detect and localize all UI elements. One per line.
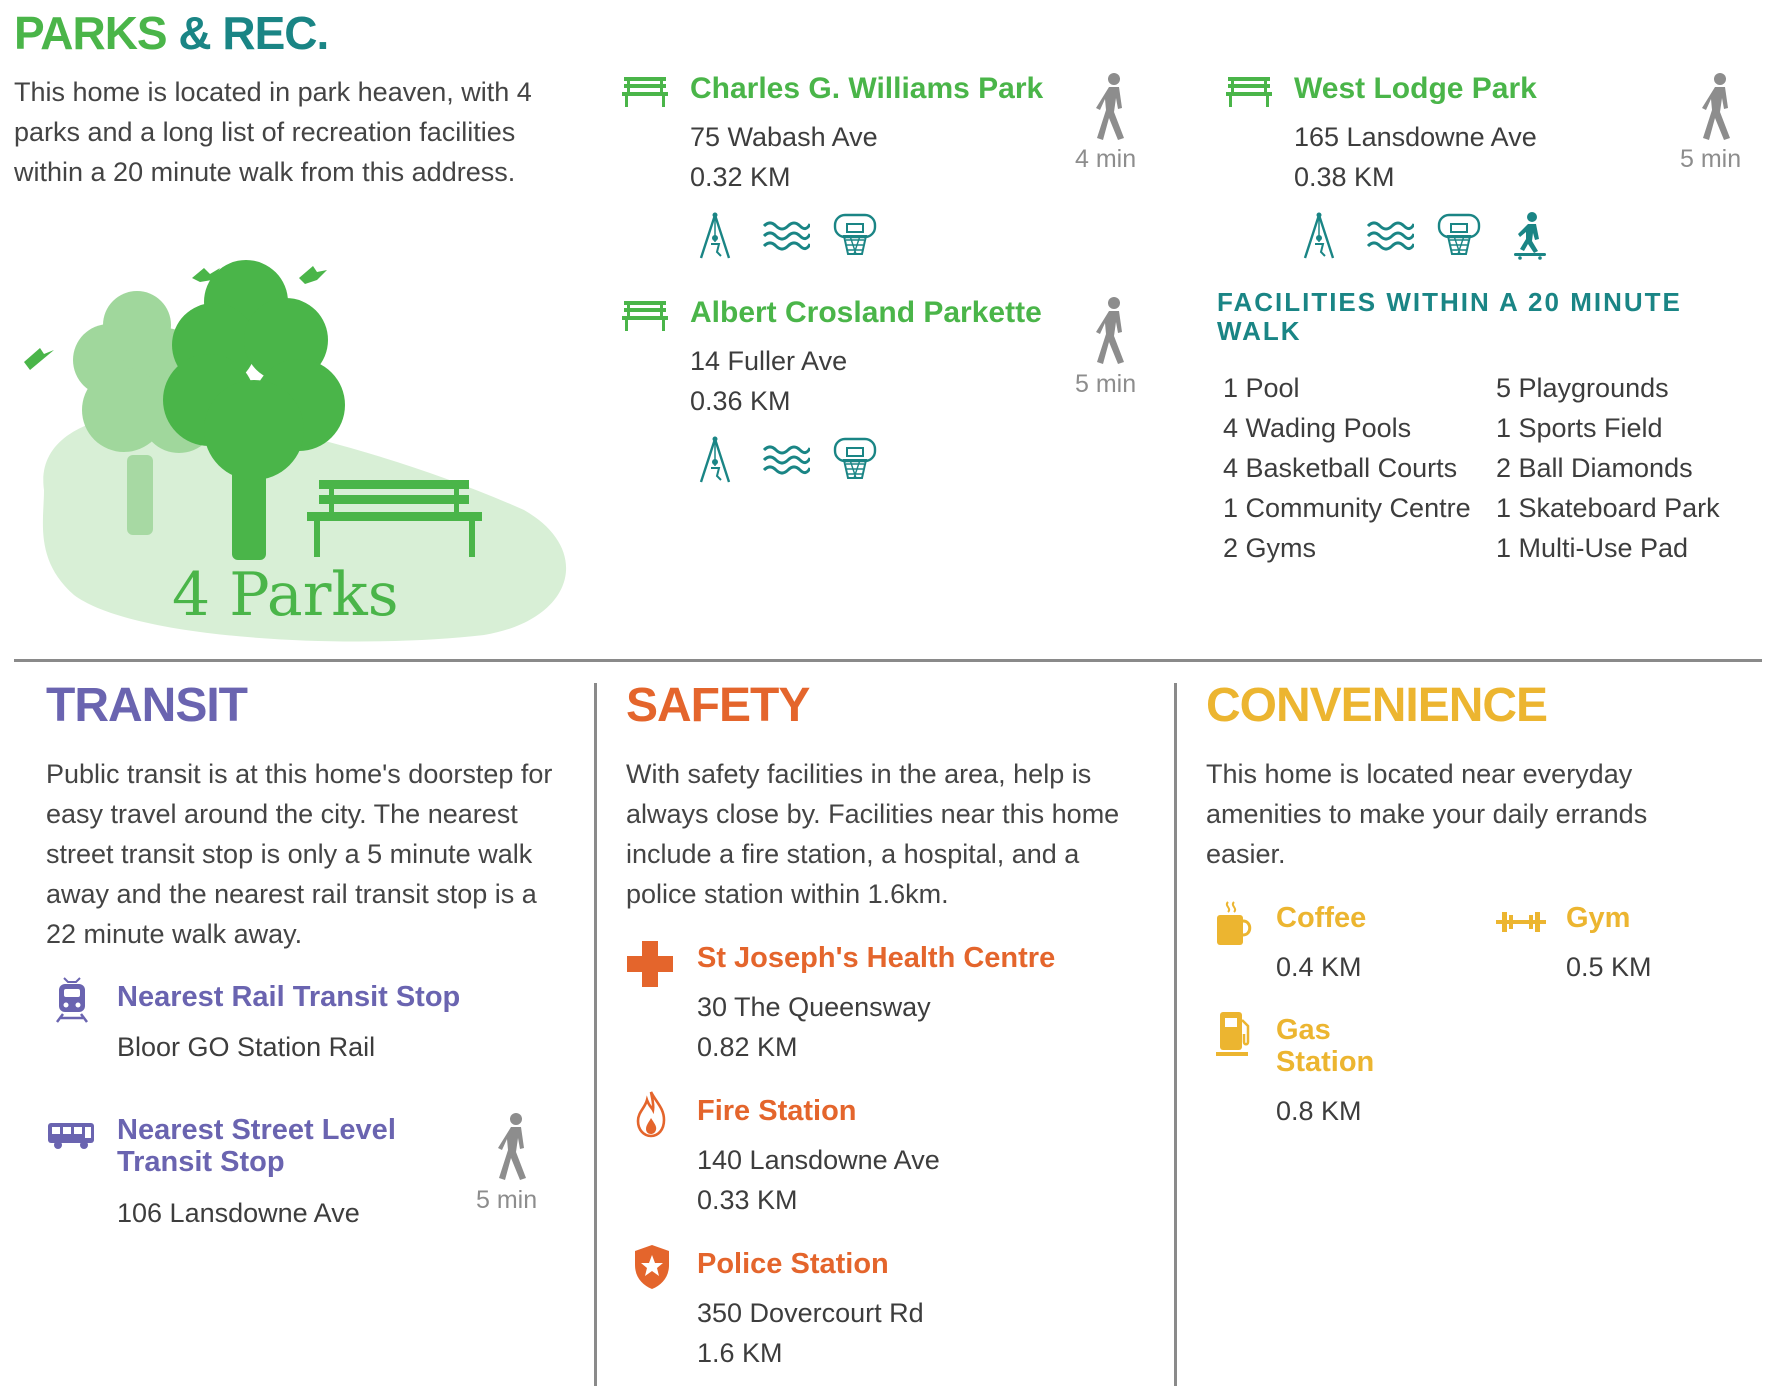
rail-stop-title: Nearest Rail Transit Stop: [117, 981, 461, 1013]
walking-person-icon: [490, 1112, 536, 1182]
hospital-cross-icon: [626, 940, 674, 988]
park-distance: 0.36 KM: [690, 386, 791, 416]
facilities-title: FACILITIES WITHIN A 20 MINUTE WALK: [1217, 287, 1682, 346]
bench-icon: [1226, 76, 1272, 108]
park-name: Charles G. Williams Park: [690, 72, 1044, 105]
bird: [299, 266, 327, 284]
basketball-icon: [832, 436, 878, 482]
facilities-list-left: [1223, 368, 1471, 568]
coffee-label: Coffee: [1276, 902, 1367, 934]
basketball-icon: [832, 212, 878, 258]
safety-text: With safety facilities in the area, help is always close by. Facilities near this home include a fire station, a hospital, and a police station within 1.6km.: [626, 759, 1120, 909]
facility-item: 1 Sports Field: [1496, 413, 1663, 443]
park-illustration: [14, 240, 574, 660]
facility-item: 1 Community Centre: [1223, 493, 1471, 523]
safety-item-distance: 1.6 KM: [697, 1338, 783, 1368]
gas-label-line: Gas: [1276, 1014, 1331, 1046]
parks-intro: This home is located in park heaven, with 4 parks and a long list of recreation facilities within a 20 minute walk from this address.: [14, 77, 532, 187]
wading-pool-icon: [762, 218, 810, 254]
convenience-text: This home is located near everyday amenities to make your daily errands easier.: [1206, 759, 1648, 869]
transit-title: TRANSIT: [46, 679, 247, 732]
safety-item-name: Police Station: [697, 1248, 889, 1280]
facility-item: 1 Multi-Use Pad: [1496, 533, 1689, 563]
safety-item-address: 140 Lansdowne Ave: [697, 1145, 940, 1175]
safety-item-distance: 0.33 KM: [697, 1185, 798, 1215]
rec-title-word: & REC.: [178, 7, 329, 59]
facility-item: 4 Basketball Courts: [1223, 453, 1458, 483]
gas-label: [1276, 1014, 1374, 1078]
rail-stop-name: Bloor GO Station Rail: [117, 1032, 376, 1062]
small-tree-trunk: [127, 455, 153, 535]
playground-icon: [697, 212, 733, 260]
horizontal-divider: [14, 659, 1762, 662]
park-name: West Lodge Park: [1294, 72, 1537, 105]
park-distance: 0.38 KM: [1294, 162, 1395, 192]
bench-icon: [622, 76, 668, 108]
facility-item: 4 Wading Pools: [1223, 413, 1412, 443]
walk-time: 5 min: [1680, 145, 1742, 173]
park-distance: 0.32 KM: [690, 162, 791, 192]
walk-time: 5 min: [476, 1186, 538, 1214]
walk-time: 5 min: [1075, 370, 1137, 398]
bus-icon: [46, 1120, 96, 1150]
street-stop-title: [117, 1114, 396, 1178]
parks-section-title: [14, 7, 329, 59]
transit-text: Public transit is at this home's doorstep for easy travel around the city. The nearest street transit stop is only a 5 minute walk away and the nearest rail transit stop is a 22 minute walk away.: [46, 759, 553, 949]
bench-icon: [622, 300, 668, 332]
flame-icon: [636, 1090, 666, 1138]
basketball-icon: [1436, 212, 1482, 258]
gas-distance: 0.8 KM: [1276, 1096, 1362, 1126]
park-address: 14 Fuller Ave: [690, 346, 848, 376]
gas-pump-icon: [1216, 1010, 1252, 1060]
safety-item-address: 30 The Queensway: [697, 992, 931, 1022]
parks-title-word: PARKS: [14, 7, 167, 59]
gym-distance: 0.5 KM: [1566, 952, 1652, 982]
safety-title: SAFETY: [626, 679, 810, 732]
facility-item: 1 Pool: [1223, 373, 1300, 403]
walking-person-icon: [1694, 72, 1740, 142]
gym-label: Gym: [1566, 902, 1631, 934]
column-divider: [1174, 683, 1177, 1386]
walk-time: 4 min: [1075, 145, 1137, 173]
police-badge-icon: [632, 1243, 672, 1291]
facilities-list-right: [1496, 368, 1720, 568]
park-address: 165 Lansdowne Ave: [1294, 122, 1537, 152]
playground-icon: [697, 436, 733, 484]
convenience-title: CONVENIENCE: [1206, 679, 1548, 732]
safety-item-name: St Joseph's Health Centre: [697, 942, 1056, 974]
skateboard-icon: [1512, 210, 1548, 260]
walking-person-icon: [1088, 296, 1134, 366]
safety-item-address: 350 Dovercourt Rd: [697, 1298, 924, 1328]
facility-item: 2 Ball Diamonds: [1496, 453, 1693, 483]
street-stop-title-line: Nearest Street Level: [117, 1114, 396, 1146]
column-divider: [594, 683, 597, 1386]
parks-count-label: 4 Parks: [172, 560, 399, 630]
street-stop-title-line: Transit Stop: [117, 1146, 285, 1178]
coffee-distance: 0.4 KM: [1276, 952, 1362, 982]
playground-icon: [1301, 212, 1337, 260]
gas-label-line: Station: [1276, 1046, 1375, 1078]
park-name: Albert Crosland Parkette: [690, 296, 1042, 329]
coffee-icon: [1214, 900, 1254, 948]
wading-pool-icon: [1366, 218, 1414, 254]
safety-item-name: Fire Station: [697, 1095, 857, 1127]
train-icon: [54, 976, 90, 1024]
safety-item-distance: 0.82 KM: [697, 1032, 798, 1062]
facility-item: 5 Playgrounds: [1496, 373, 1669, 403]
park-address: 75 Wabash Ave: [690, 122, 878, 152]
facility-item: 2 Gyms: [1223, 533, 1317, 563]
bird: [24, 348, 54, 370]
facility-item: 1 Skateboard Park: [1496, 493, 1720, 523]
walking-person-icon: [1088, 72, 1134, 142]
wading-pool-icon: [762, 442, 810, 478]
dumbbell-icon: [1496, 908, 1546, 936]
street-stop-address: 106 Lansdowne Ave: [117, 1198, 360, 1228]
